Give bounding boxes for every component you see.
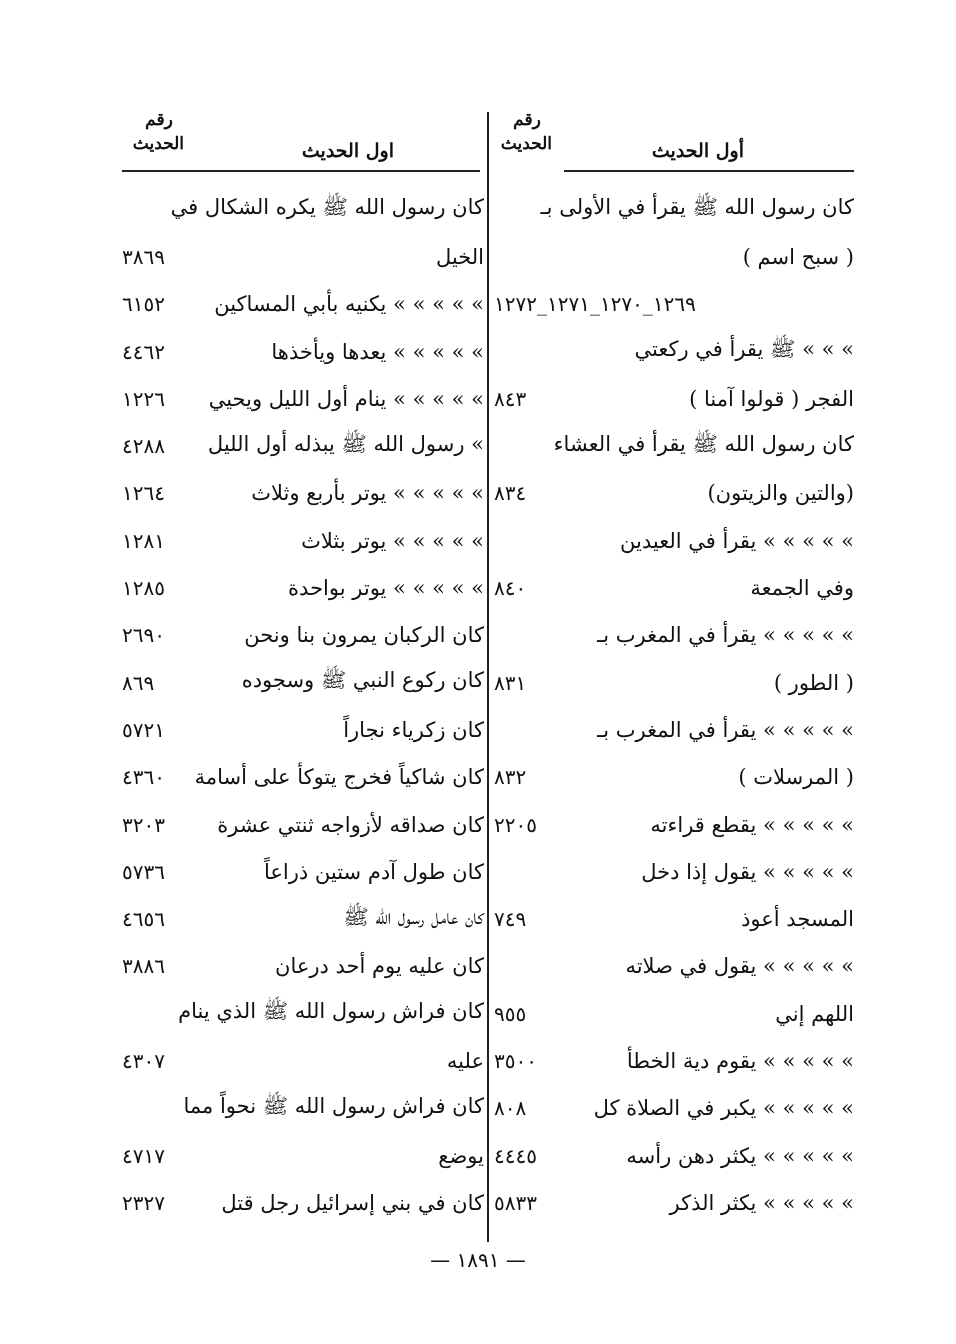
hadith-opening-text: » » » » » يكثر الذكر bbox=[669, 1190, 854, 1215]
hadith-opening-text: يوضع bbox=[438, 1143, 484, 1168]
hadith-number: ٥٨٣٣ bbox=[494, 1190, 537, 1215]
index-entry bbox=[122, 233, 484, 280]
index-entry bbox=[494, 943, 854, 990]
hadith-opening-text: » » » » » يعدها ويأخذها bbox=[271, 339, 484, 364]
left-header-rule bbox=[122, 170, 480, 172]
index-entry bbox=[494, 801, 854, 848]
hadith-number: ٤٣٠٧ bbox=[122, 1048, 165, 1073]
right-entries bbox=[494, 186, 854, 1227]
index-entry bbox=[122, 1085, 484, 1132]
index-entry bbox=[122, 754, 484, 801]
hadith-opening-text: وفي الجمعة bbox=[750, 576, 854, 601]
hadith-opening-text: » رسول الله ﷺ يبذله أول الليل bbox=[207, 431, 484, 456]
hadith-number: ٢٢٠٥ bbox=[494, 812, 537, 837]
hadith-opening-text: كان رسول الله ﷺ يقرأ في العشاء bbox=[553, 431, 854, 456]
index-entry bbox=[494, 1179, 854, 1226]
hadith-opening-text: كان في بني إسرائيل رجل قتل bbox=[221, 1190, 484, 1215]
index-entry bbox=[122, 1179, 484, 1226]
left-header-title: اول الحديث bbox=[301, 140, 394, 162]
hadith-number: ٣٢٠٣ bbox=[122, 812, 165, 837]
hadith-opening-text: كان ركوع النبي ﷺ وسجوده bbox=[241, 668, 484, 693]
index-entry bbox=[494, 895, 854, 942]
column-divider bbox=[487, 112, 489, 1242]
hadith-number: ٢٣٢٧ bbox=[122, 1190, 165, 1215]
left-entries bbox=[122, 186, 484, 1227]
hadith-number: ٨٤٠ bbox=[494, 576, 527, 601]
hadith-opening-text: كان رسول الله ﷺ يكره الشكال في bbox=[170, 195, 484, 220]
index-entry bbox=[122, 375, 484, 422]
hadith-opening-text: » » » » » يقرأ في العيدين bbox=[620, 528, 854, 553]
hadith-number: ١٢٦٩_١٢٧٠_١٢٧١_١٢٧٢ bbox=[494, 292, 696, 317]
hadith-opening-text: كان صداقه لأزواجه ثنتي عشرة bbox=[217, 812, 484, 837]
hadith-opening-text: » » » » » يوتر بأربع وثلاث bbox=[251, 481, 484, 506]
hadith-opening-text: » » » » » يقول إذا دخل bbox=[641, 859, 854, 884]
index-entry bbox=[122, 612, 484, 659]
index-entry bbox=[122, 1132, 484, 1179]
index-entry bbox=[122, 706, 484, 753]
left-column bbox=[122, 108, 484, 1227]
hadith-opening-text: كان زكرياء نجاراً bbox=[343, 717, 484, 742]
hadith-number: ٨٤٣ bbox=[494, 386, 527, 411]
hadith-opening-text: » » » » » يكبر في الصلاة كل bbox=[593, 1096, 854, 1121]
hadith-number: ٨٣٢ bbox=[494, 765, 527, 790]
hadith-opening-text: » » » » » يقرأ في المغرب بـ bbox=[597, 717, 854, 742]
index-entry bbox=[494, 281, 854, 328]
hadith-number: ١٢٨٥ bbox=[122, 576, 165, 601]
index-entry bbox=[494, 233, 854, 280]
hadith-number: ٨٣٤ bbox=[494, 481, 527, 506]
index-entry bbox=[494, 754, 854, 801]
index-entry bbox=[122, 659, 484, 706]
index-entry bbox=[122, 564, 484, 611]
hadith-number: ١٢٨١ bbox=[122, 528, 165, 553]
index-entry bbox=[494, 186, 854, 233]
index-entry bbox=[122, 328, 484, 375]
hadith-number: ٢٦٩٠ bbox=[122, 623, 165, 648]
index-entry bbox=[122, 422, 484, 469]
index-entry bbox=[122, 1037, 484, 1084]
index-entry bbox=[494, 612, 854, 659]
hadith-opening-text: » » » » » يكثر دهن رأسه bbox=[626, 1143, 854, 1168]
hadith-opening-text: كان طول آدم ستين ذراعاً bbox=[263, 859, 484, 884]
hadith-opening-text: كان فراش رسول الله ﷺ نحواً مما bbox=[183, 1093, 484, 1118]
index-entry bbox=[494, 375, 854, 422]
hadith-number: ٤٧١٧ bbox=[122, 1143, 165, 1168]
index-entry bbox=[122, 801, 484, 848]
index-entry bbox=[494, 1085, 854, 1132]
index-entry bbox=[494, 706, 854, 753]
hadith-opening-text: » » » » » يقطع قراءته bbox=[650, 812, 854, 837]
right-header-title: أول الحديث bbox=[651, 140, 744, 162]
hadith-opening-text: كان رسول الله ﷺ يقرأ في الأولى بـ bbox=[540, 195, 854, 220]
hadith-number: ٤٦٥٦ bbox=[122, 907, 165, 932]
hadith-number: ٨٠٨ bbox=[494, 1096, 527, 1121]
hadith-opening-text: » » » » » يكنيه بأبي المساكين bbox=[214, 292, 484, 317]
index-entry bbox=[494, 328, 854, 375]
left-header-number-label: رقم الحديث bbox=[132, 110, 184, 154]
hadith-number: ٧٤٩ bbox=[494, 907, 527, 932]
hadith-number: ٤٣٦٠ bbox=[122, 765, 165, 790]
hadith-number: ١٢٢٦ bbox=[122, 386, 165, 411]
hadith-number: ٩٥٥ bbox=[494, 1001, 527, 1026]
hadith-number: ٤٤٦٢ bbox=[122, 339, 165, 364]
hadith-opening-text: » » » ﷺ يقرأ في ركعتي bbox=[634, 337, 854, 362]
hadith-opening-text: كان الركبان يمرون بنا ونحن bbox=[244, 623, 484, 648]
hadith-number: ٥٧٣٦ bbox=[122, 859, 165, 884]
right-header-number-label: رقم الحديث bbox=[500, 110, 552, 154]
index-entry bbox=[494, 1132, 854, 1179]
hadith-opening-text: المسجد أعوذ bbox=[741, 907, 854, 932]
index-entry bbox=[494, 470, 854, 517]
index-entry bbox=[122, 470, 484, 517]
hadith-opening-text: ( الطور ) bbox=[773, 670, 854, 695]
index-entry bbox=[122, 895, 484, 942]
hadith-opening-text: » » » » » ينام أول الليل ويحيي bbox=[208, 386, 484, 411]
hadith-number: ٨٦٩ bbox=[122, 670, 155, 695]
hadith-opening-text: كان عليه يوم أحد درعان bbox=[275, 954, 484, 979]
index-entry bbox=[494, 422, 854, 469]
hadith-opening-text: » » » » » يقوم دية الخطأ bbox=[626, 1048, 854, 1073]
hadith-number: ٣٨٨٦ bbox=[122, 954, 165, 979]
hadith-number: ٨٣١ bbox=[494, 670, 527, 695]
index-entry bbox=[494, 659, 854, 706]
index-entry bbox=[494, 1037, 854, 1084]
index-entry bbox=[122, 848, 484, 895]
hadith-opening-text: اللهم إني bbox=[775, 1001, 854, 1026]
hadith-opening-text: » » » » » يوتر بواحدة bbox=[288, 576, 484, 601]
index-entry bbox=[122, 186, 484, 233]
index-entry bbox=[494, 990, 854, 1037]
index-entry bbox=[494, 564, 854, 611]
hadith-opening-text: عليه bbox=[446, 1048, 484, 1073]
index-entry bbox=[494, 848, 854, 895]
hadith-opening-text: كان عامل رسول الله ﷺ bbox=[343, 904, 484, 929]
hadith-number: ٣٥٠٠ bbox=[494, 1048, 537, 1073]
hadith-opening-text: » » » » » يقول في صلاته bbox=[625, 954, 854, 979]
hadith-opening-text: ( سبح اسم ) bbox=[742, 244, 854, 269]
hadith-number: ٤٤٤٥ bbox=[494, 1143, 537, 1168]
hadith-opening-text: (والتين والزيتون) bbox=[707, 481, 854, 506]
page-number: — ١٨٩١ — bbox=[430, 1248, 526, 1272]
hadith-opening-text: » » » » » يقرأ في المغرب بـ bbox=[597, 623, 854, 648]
left-column-header bbox=[122, 108, 484, 180]
hadith-opening-text: » » » » » يوتر بثلاث bbox=[301, 528, 484, 553]
hadith-number: ٤٢٨٨ bbox=[122, 434, 165, 459]
hadith-number: ٣٨٦٩ bbox=[122, 244, 165, 269]
hadith-opening-text: الخيل bbox=[435, 244, 484, 269]
hadith-number: ١٢٦٤ bbox=[122, 481, 165, 506]
index-entry bbox=[494, 517, 854, 564]
index-entry bbox=[122, 281, 484, 328]
hadith-opening-text: كان فراش رسول الله ﷺ الذي ينام bbox=[178, 999, 484, 1024]
index-entry bbox=[122, 990, 484, 1037]
hadith-number: ٦١٥٢ bbox=[122, 292, 165, 317]
right-column bbox=[494, 108, 854, 1227]
right-header-rule bbox=[564, 170, 854, 172]
hadith-opening-text: الفجر ( قولوا آمنا ) bbox=[689, 386, 854, 411]
hadith-number: ٥٧٢١ bbox=[122, 717, 165, 742]
hadith-opening-text: كان شاكياً فخرج يتوكأ على أسامة bbox=[194, 765, 484, 790]
index-entry bbox=[122, 517, 484, 564]
right-column-header bbox=[494, 108, 854, 180]
index-entry bbox=[122, 943, 484, 990]
hadith-opening-text: ( المرسلات ) bbox=[738, 765, 854, 790]
